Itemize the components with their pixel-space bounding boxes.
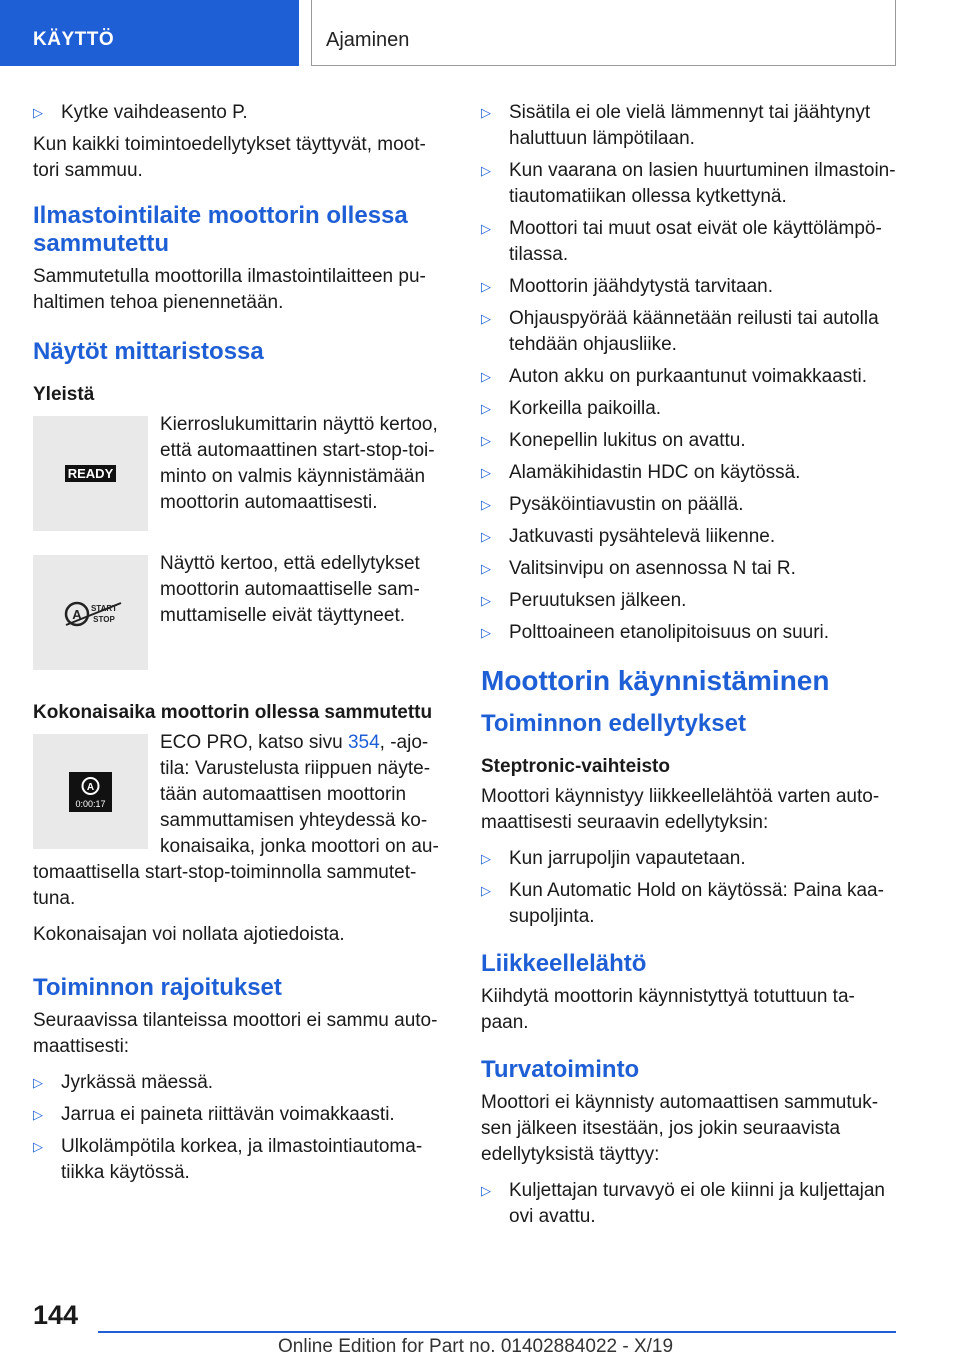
paragraph: ECO PRO, katso sivu 354, -ajotila: Varustelusta riippuen näytetään automaattisen moottorin sammuttamisen yhteydessä kokonaisaika, jonka moottori on automaattisella start-stop-toiminnolla sammutettuna.	[33, 732, 439, 909]
paragraph: Kokonaisajan voi nollata ajotiedoista.	[33, 924, 345, 945]
triangle-bullet-icon: ▷	[481, 105, 491, 120]
triangle-bullet-icon: ▷	[33, 1139, 43, 1154]
triangle-bullet-icon: ▷	[481, 561, 491, 576]
list-item: ▷ Jarrua ei paineta riittävän voimakkaasti.	[33, 1102, 445, 1128]
list-item: ▷ Konepellin lukitus on avattu.	[481, 428, 896, 454]
footer-divider	[98, 1331, 896, 1333]
triangle-bullet-icon: ▷	[481, 593, 491, 608]
heading-limits: Toiminnon rajoitukset	[33, 974, 282, 1001]
heading-safety: Turvatoiminto	[481, 1056, 640, 1083]
paragraph: Näyttö kertoo, että edellytykset moottorin automaattiselle sammuttamiselle eivät täyttyneet.	[160, 553, 420, 626]
triangle-bullet-icon: ▷	[481, 529, 491, 544]
triangle-bullet-icon: ▷	[481, 883, 491, 898]
triangle-bullet-icon: ▷	[33, 1075, 43, 1090]
heading-engine-start: Moottorin käynnistäminen	[481, 665, 830, 696]
list-item: ▷ Kytke vaihdeasento P.	[33, 100, 445, 126]
heading-ac: Ilmastointilaite moottorin ollessa sammutettu	[33, 202, 408, 257]
paragraph: Sammutetulla moottorilla ilmastointilaitteen puhaltimen tehoa pienennetään.	[33, 266, 426, 313]
list-item: ▷ Alamäkihidastin HDC on käytössä.	[481, 460, 896, 486]
triangle-bullet-icon: ▷	[481, 465, 491, 480]
list-item: ▷ Valitsinvipu on asennossa N tai R.	[481, 556, 896, 582]
list-item: ▷ Moottori tai muut osat eivät ole käyttölämpötilassa.	[481, 218, 882, 265]
list-item: ▷ Kuljettajan turvavyö ei ole kiinni ja kuljettajan ovi avattu.	[481, 1180, 885, 1227]
footer-edition: Online Edition for Part no. 01402884022 - X/19	[278, 1336, 674, 1357]
heading-total-time: Kokonaisaika moottorin ollessa sammutettu	[33, 702, 433, 723]
list-item: ▷ Pysäköintiavustin on päällä.	[481, 492, 896, 518]
paragraph: Kierroslukumittarin näyttö kertoo, että automaattinen start-stop-toiminto on valmis käynnistämään moottorin automaattisesti.	[160, 414, 438, 513]
paragraph: Moottori ei käynnisty automaattisen sammutuksen jälkeen itsestään, jos jokin seuraavista edellytyksistä täyttyy:	[481, 1092, 879, 1165]
triangle-bullet-icon: ▷	[481, 401, 491, 416]
paragraph: Seuraavissa tilanteissa moottori ei sammu automaattisesti:	[33, 1010, 438, 1057]
heading-general: Yleistä	[33, 384, 95, 405]
triangle-bullet-icon: ▷	[33, 105, 43, 120]
svg-text:A: A	[72, 607, 82, 622]
total-time-figure	[33, 734, 148, 849]
list-item: ▷ Polttoaineen etanolipitoisuus on suuri.	[481, 620, 896, 646]
triangle-bullet-icon: ▷	[481, 279, 491, 294]
triangle-bullet-icon: ▷	[481, 311, 491, 326]
list-item: ▷ Ohjauspyörää käännetään reilusti tai autolla tehdään ohjausliike.	[481, 308, 879, 355]
page-link[interactable]: 354	[347, 732, 380, 753]
section-title: KÄYTTÖ	[33, 29, 115, 50]
list-item: ▷ Auton akku on purkaantunut voimakkaasti.	[481, 364, 896, 390]
chapter-title: Ajaminen	[326, 29, 410, 51]
triangle-bullet-icon: ▷	[481, 497, 491, 512]
heading-drive-off: Liikkeellelähtö	[481, 950, 647, 977]
list-item: ▷ Kun vaarana on lasien huurtuminen ilmastointiautomatiikan ollessa kytkettynä.	[481, 160, 896, 207]
paragraph: Moottori käynnistyy liikkeellelähtöä varten automaattisesti seuraavin edellytyksin:	[481, 786, 880, 833]
list-item: ▷ Ulkolämpötila korkea, ja ilmastointiautomatiikka käytössä.	[33, 1136, 423, 1183]
list-item: ▷ Korkeilla paikoilla.	[481, 396, 896, 422]
heading-steptronic: Steptronic-vaihteisto	[481, 756, 670, 777]
triangle-bullet-icon: ▷	[481, 433, 491, 448]
list-item: ▷ Jyrkässä mäessä.	[33, 1070, 445, 1096]
svg-text:A: A	[86, 782, 95, 793]
triangle-bullet-icon: ▷	[481, 163, 491, 178]
ready-label: READY	[67, 466, 114, 481]
triangle-bullet-icon: ▷	[481, 369, 491, 384]
list-item: ▷ Moottorin jäähdytystä tarvitaan.	[481, 274, 896, 300]
triangle-bullet-icon: ▷	[33, 1107, 43, 1122]
right-column	[481, 100, 896, 1236]
heading-conditions: Toiminnon edellytykset	[481, 710, 746, 737]
stop-label: STOP	[93, 615, 115, 624]
start-stop-unavailable-figure	[33, 555, 148, 670]
triangle-bullet-icon: ▷	[481, 851, 491, 866]
paragraph: Kun kaikki toimintoedellytykset täyttyvät, moottori sammuu.	[33, 134, 426, 181]
triangle-bullet-icon: ▷	[481, 1183, 491, 1198]
list-item: ▷ Jatkuvasti pysähtelevä liikenne.	[481, 524, 896, 550]
ready-display-figure	[33, 416, 148, 531]
page-number: 144	[33, 1300, 79, 1330]
section-tab	[0, 0, 299, 66]
heading-displays: Näytöt mittaristossa	[33, 338, 264, 365]
left-column	[33, 100, 445, 1192]
paragraph: Kiihdytä moottorin käynnistyttyä totuttuun tapaan.	[481, 986, 855, 1033]
list-item: ▷ Sisätila ei ole vielä lämmennyt tai jäähtynyt haluttuun lämpötilaan.	[481, 102, 871, 149]
list-item: ▷ Kun Automatic Hold on käytössä: Paina kaasupoljinta.	[481, 880, 884, 927]
start-label: START	[90, 604, 118, 613]
list-item: ▷ Kun jarrupoljin vapautetaan.	[481, 846, 896, 872]
chapter-tab	[311, 0, 896, 66]
list-item: ▷ Peruutuksen jälkeen.	[481, 588, 896, 614]
triangle-bullet-icon: ▷	[481, 625, 491, 640]
timer-label: 0:00:17	[75, 799, 106, 809]
triangle-bullet-icon: ▷	[481, 221, 491, 236]
